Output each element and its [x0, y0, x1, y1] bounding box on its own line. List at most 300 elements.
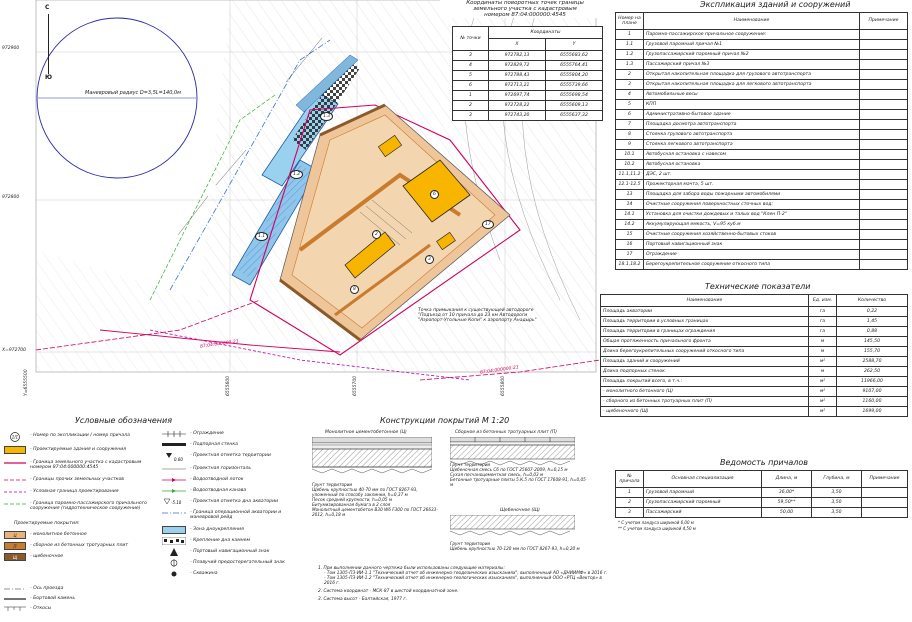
- elevation-sample: 0.60: [174, 457, 183, 462]
- explication-note: [860, 70, 908, 80]
- explication-row: [616, 140, 908, 150]
- callout-1.3[interactable]: 1.3: [320, 112, 333, 121]
- explication-row: [616, 90, 908, 100]
- conditional-boundary-line-icon: [4, 488, 26, 496]
- legend-text: - Ограждение: [190, 431, 224, 436]
- callout-6[interactable]: 6: [430, 190, 439, 199]
- concrete-section: [312, 437, 432, 477]
- note-line: 1. При выполнении данного чертежа были использованы следующие материалы:: [318, 566, 505, 571]
- coords-y: 6555683,62: [546, 51, 603, 61]
- cadastral-label-2: 87:04:000000:21: [479, 365, 520, 376]
- callout-1.1[interactable]: 1.1: [255, 232, 268, 241]
- explication-no: 1: [616, 30, 644, 40]
- contour-line-icon: [162, 465, 186, 473]
- berths-table: [615, 470, 908, 518]
- tech-qty: 1160,00: [837, 397, 908, 407]
- slab-layer: Сухая песчаноцементная смесь, h=0,03 м: [450, 472, 544, 477]
- explication-note: [860, 100, 908, 110]
- north-arrow-shaft: [48, 14, 49, 74]
- gravel-layers: [450, 541, 600, 551]
- explication-note: [860, 240, 908, 250]
- legend-col2: [158, 430, 308, 590]
- coords-y: 6555739,66: [546, 81, 603, 91]
- explication-note: [860, 40, 908, 50]
- tech-unit: га: [809, 327, 837, 337]
- legend-text: - Граница операционной акватории и маневровой рейд: [190, 510, 282, 520]
- concrete-swatch-icon: Ц: [4, 531, 26, 539]
- explication-no: 1.1: [616, 40, 644, 50]
- explication-note: [860, 190, 908, 200]
- gravel-title: Щебеночное (Щ): [500, 508, 540, 513]
- gravel-swatch-icon: Щ: [4, 553, 26, 561]
- explication-row: [616, 160, 908, 170]
- coords-x: 972788,43: [489, 71, 546, 81]
- coords-title-line: земельного участка с кадастровым: [473, 6, 577, 12]
- explication-row: [616, 240, 908, 250]
- explication-row: [616, 100, 908, 110]
- explication-no: 14: [616, 200, 644, 210]
- explication-note: [860, 210, 908, 220]
- coord-y-6555600: 6555600: [226, 375, 231, 396]
- explication-name: Стоянка легкового автотранспорта: [644, 140, 860, 150]
- slope-line-icon: [4, 605, 26, 613]
- explication-no: 17: [616, 250, 644, 260]
- tech-name: - монолитного бетонного (Ц): [601, 387, 809, 397]
- coord-x-972900: 972900: [2, 46, 20, 51]
- berths-footnote-1: * С учетом ландуса шириной 6,00 м: [618, 520, 694, 525]
- explication-title: Экспликация зданий и сооружений: [700, 0, 851, 9]
- berth-note: [862, 508, 908, 518]
- drain-tray-icon: [162, 476, 186, 484]
- tech-table: [600, 294, 908, 417]
- explication-no: 10.1: [616, 150, 644, 160]
- tech-unit: га: [809, 307, 837, 317]
- explication-note: [860, 180, 908, 190]
- tech-qty: 9107,00: [837, 387, 908, 397]
- berths-col-spec: Основная специализация: [644, 471, 762, 488]
- bottom-elevation-sample: -5.10: [171, 500, 182, 505]
- tech-row: [601, 397, 908, 407]
- tech-unit: га: [809, 317, 837, 327]
- berth-depth: 3,50: [812, 488, 862, 498]
- tech-qty: 262,50: [837, 367, 908, 377]
- berth-no: 2: [616, 498, 644, 508]
- explication-row: [616, 40, 908, 50]
- explication-row: [616, 180, 908, 190]
- legend-text: - Откосы: [30, 606, 52, 611]
- tech-row: [601, 347, 908, 357]
- tech-row: [601, 317, 908, 327]
- explication-no: 9: [616, 140, 644, 150]
- callout-1.2[interactable]: 1.2: [290, 170, 303, 179]
- coords-row: [453, 61, 603, 71]
- coords-row: [453, 111, 603, 121]
- tech-unit: м: [809, 337, 837, 347]
- explication-col-note: Примечание: [860, 13, 908, 30]
- callout-3[interactable]: 3: [425, 255, 434, 264]
- berths-col-note: Примечание: [862, 471, 908, 488]
- concrete-section-drawing: [312, 437, 432, 477]
- tech-col-qty: Количество: [837, 295, 908, 307]
- slabs-swatch-icon: П: [4, 542, 26, 550]
- explication-name: Берегоукрепительное сооружение откосного типа: [644, 260, 860, 270]
- explication-row: [616, 150, 908, 160]
- coords-row: [453, 71, 603, 81]
- coords-y: 6555609,13: [546, 101, 603, 111]
- note-line: 3. Система высот - Балтийская, 1977 г.: [318, 597, 407, 602]
- explication-row: [616, 200, 908, 210]
- legend-text: - Подпорная стенка: [190, 442, 238, 447]
- berth-row: [616, 508, 908, 518]
- coords-point: 5: [453, 71, 489, 81]
- legend-text: - Скважина: [190, 571, 218, 576]
- explication-name: Грузовой паромный причал №1: [644, 40, 860, 50]
- legend-text: - Зона дноукрепления: [190, 527, 244, 532]
- explication-name: Открытая накопительная площадка для грузового автотранспорта: [644, 70, 860, 80]
- explication-row: [616, 210, 908, 220]
- coords-col-x: X: [489, 39, 546, 51]
- cadastral-line-icon: [4, 459, 26, 467]
- water-boundary-line-icon: [162, 509, 186, 517]
- explication-row: [616, 250, 908, 260]
- tech-row: [601, 327, 908, 337]
- explication-name: Стоянка грузового автотранспорта: [644, 130, 860, 140]
- nav-mark-icon: [162, 548, 186, 556]
- explication-name: Открытая накопительная площадка для легкового автотранспорта: [644, 80, 860, 90]
- explication-row: [616, 110, 908, 120]
- explication-name: Ограждение: [644, 250, 860, 260]
- tech-qty: 0,88: [837, 327, 908, 337]
- explication-row: [616, 220, 908, 230]
- berths-footnote-2: ** С учетом ландуса шириной 4,50 м: [618, 526, 696, 531]
- concrete-layer: Битумизированная бумага в 2 слоя: [312, 502, 391, 507]
- gravel-section: [450, 515, 575, 537]
- legend-text: - сборное из бетонных тротуарных плит: [30, 543, 129, 548]
- concrete-layer: Монолитный цементобетон В30 W6 F300 по ГОСТ 26633-2012, h=0,18 м: [312, 507, 438, 517]
- explication-note: [860, 50, 908, 60]
- coords-y: 6555637,32: [546, 111, 603, 121]
- coords-row: [453, 51, 603, 61]
- tech-row: [601, 337, 908, 347]
- coords-title-line: номером 87:04:000000:4545: [484, 12, 566, 18]
- explication-name: Административно-бытовое здание: [644, 110, 860, 120]
- explication-name: Установка для очистки дождевых и талых вод "Клен П-2": [644, 210, 860, 220]
- berths-title: Ведомость причалов: [720, 458, 808, 467]
- building-swatch-icon: [4, 446, 26, 454]
- explication-note: [860, 220, 908, 230]
- explication-name: Грузопассажирский паромный причал №2: [644, 50, 860, 60]
- tech-row: [601, 367, 908, 377]
- junction-note-line: "Подъезд от 10 причала до 23 км Автодороги: [418, 313, 528, 318]
- tech-qty: 1,45: [837, 317, 908, 327]
- coord-x-972700: Х=972700: [2, 348, 27, 353]
- tech-name: Площадь территории в условных границах: [601, 317, 809, 327]
- note-line: - Том 1305-ПЗ-ИИ-1.2 "Технический отчет об инженерно-геологических изысканиях", выполненный ООО «РТЦ «Вектор» в 2016 г.: [324, 576, 602, 586]
- explication-row: [616, 30, 908, 40]
- coords-x: 972713,21: [489, 81, 546, 91]
- callout-17[interactable]: 17: [482, 220, 494, 229]
- coord-y-6555700: 6555700: [353, 375, 358, 396]
- explication-note: [860, 130, 908, 140]
- tech-name: Площадь покрытий всего, в т.ч.:: [601, 377, 809, 387]
- legend-text: - Проектная отметка дна акватории: [190, 499, 279, 504]
- legend-text: - Проектная отметка территории: [190, 453, 271, 458]
- tech-unit: м²: [809, 387, 837, 397]
- explication-no: 1.3: [616, 60, 644, 70]
- bottom-elevation-icon: [162, 498, 186, 506]
- explication-row: [616, 50, 908, 60]
- legend-text: - Проектная горизонталь: [190, 466, 252, 471]
- legend-text: - Портовый навигационный знак: [190, 549, 270, 554]
- other-boundary-line-icon: [4, 476, 26, 484]
- explication-row: [616, 170, 908, 180]
- berth-spec: Грузовой паромный: [644, 488, 762, 498]
- legend-text: - Крепление дна камнем: [190, 538, 250, 543]
- coords-y: 6555698,54: [546, 91, 603, 101]
- berth-number-symbol-icon: [4, 432, 26, 440]
- tech-name: Длина берегоукрепительных сооружений откосного типа: [601, 347, 809, 357]
- explication-row: [616, 130, 908, 140]
- legend-text: - монолитное бетонное: [30, 532, 87, 537]
- explication-name: Пассажирский причал №3: [644, 60, 860, 70]
- coord-x-972800: 972800: [2, 195, 20, 200]
- well-icon: [162, 570, 186, 578]
- coords-col-point: № точки: [453, 27, 489, 51]
- explication-row: [616, 190, 908, 200]
- explication-name: Очистные сооружения поверхностных сточных вод:: [644, 200, 860, 210]
- callout-2[interactable]: 2: [372, 230, 381, 239]
- berth-row: [616, 488, 908, 498]
- tech-qty: 11966,00: [837, 377, 908, 387]
- explication-name: Площадка для забора воды пожарными автомобилями: [644, 190, 860, 200]
- explication-no: 12.1-12.5: [616, 180, 644, 190]
- explication-no: 8: [616, 130, 644, 140]
- tech-title: Технические показатели: [705, 282, 811, 291]
- berth-len: 50,00: [762, 508, 812, 518]
- svg-text:1/1: 1/1: [11, 434, 19, 440]
- cadastral-label-1: 87:04:000000:21: [199, 339, 240, 350]
- junction-note: [418, 308, 568, 323]
- tech-name: Общая протяженность причального фронта: [601, 337, 809, 347]
- legend-text: - Граница земельного участка с кадастровым номером 87:04:000000:4545: [30, 460, 142, 470]
- concrete-layer: Песок средней крупности, h=0,05 м: [312, 497, 393, 502]
- explication-name: Аккумулирующая емкость, V=95 куб.м: [644, 220, 860, 230]
- explication-row: [616, 120, 908, 130]
- legend-text: - Плавучий предостерегательный знак: [190, 560, 285, 565]
- coords-point: 6: [453, 81, 489, 91]
- explication-name: Портовый навигационный знак: [644, 240, 860, 250]
- tech-row: [601, 387, 908, 397]
- legend-col1: [0, 430, 160, 622]
- tech-qty: 145,50: [837, 337, 908, 347]
- junction-note-line: "Аэропорт-Угольные Копи" к аэропорту Анадырь": [418, 318, 537, 323]
- coords-col-y: Y: [546, 39, 603, 51]
- tech-unit: м²: [809, 357, 837, 367]
- berth-spec: Грузопассажирский паромный: [644, 498, 762, 508]
- berth-depth: 3,50: [812, 508, 862, 518]
- coords-point: 1: [453, 91, 489, 101]
- notes: [318, 566, 608, 602]
- coords-table: [452, 26, 603, 121]
- legend-text: - Бортовой камень: [30, 596, 76, 601]
- tech-name: Длина подпорных стенок: [601, 367, 809, 377]
- legend-text: - Проектируемые здания и сооружения: [30, 447, 126, 452]
- explication-name: Автобусная остановка с навесом: [644, 150, 860, 160]
- berths-col-len: Длина, м: [762, 471, 812, 488]
- stone-reinforcement-icon: [162, 537, 186, 545]
- tech-row: [601, 357, 908, 367]
- coords-x: 972782,13: [489, 51, 546, 61]
- drain-channel-icon: [162, 487, 186, 495]
- explication-no: 14.2: [616, 220, 644, 230]
- junction-note-line: Точка примыкания к существующей автодороге: [418, 308, 534, 313]
- coords-title: [440, 0, 610, 18]
- tech-name: - щебеночного (Щ): [601, 407, 809, 417]
- south-label: Ю: [45, 74, 53, 81]
- concrete-layers: [312, 482, 442, 517]
- explication-no: 18.1,18.2: [616, 260, 644, 270]
- berth-boundary-line-icon: [4, 500, 26, 508]
- explication-no: 13: [616, 190, 644, 200]
- tech-unit: м: [809, 367, 837, 377]
- explication-col-no: Номер на плане: [616, 13, 644, 30]
- legend-text: Проектируемые покрытия:: [14, 521, 80, 526]
- tech-qty: 0,22: [837, 307, 908, 317]
- coords-point: 3: [453, 111, 489, 121]
- slab-layer: Бетонные тротуарные плиты 5.К.5 по ГОСТ 17608-91, h=0,05 м: [450, 477, 586, 487]
- legend-text: - Условная граница проектирования: [30, 489, 119, 494]
- slabs-layers: [450, 462, 590, 487]
- explication-name: Очистные сооружения хозяйственно-бытовых стоков: [644, 230, 860, 240]
- coords-x: 972697,74: [489, 91, 546, 101]
- concrete-layer: Грунт территории: [312, 482, 353, 487]
- slabs-title: Сборное из бетонных тротуарных плит (П): [455, 430, 558, 435]
- explication-col-name: Наименование: [644, 13, 860, 30]
- explication-no: 11.1,11.2: [616, 170, 644, 180]
- tech-name: Площадь зданий и сооружений: [601, 357, 809, 367]
- explication-row: [616, 70, 908, 80]
- coords-row: [453, 81, 603, 91]
- slab-layer: Грунт территории: [450, 462, 491, 467]
- explication-name: Автобусная остановка: [644, 160, 860, 170]
- explication-no: 10.2: [616, 160, 644, 170]
- explication-name: Прожекторная мачта, 5 шт.: [644, 180, 860, 190]
- gravel-layer: Щебень крупностью 70-120 мм по ГОСТ 8267-93, h=0,20 м: [450, 546, 580, 551]
- coords-y: 6555764,41: [546, 61, 603, 71]
- legend-title: Условные обозначения: [75, 416, 173, 425]
- berth-no: 1: [616, 488, 644, 498]
- explication-note: [860, 170, 908, 180]
- north-arrow: [42, 4, 56, 84]
- explication-note: [860, 160, 908, 170]
- coords-point: 3: [453, 51, 489, 61]
- retaining-wall-line-icon: [162, 441, 186, 449]
- explication-no: 2: [616, 70, 644, 80]
- reinforcement-zone-icon: [162, 526, 186, 534]
- slab-layer: Щебеночная смесь С6 по ГОСТ 25607-2009, h=0,15 м: [450, 467, 568, 472]
- coords-col-coords: Координаты: [489, 27, 603, 39]
- coords-x: 972829,72: [489, 61, 546, 71]
- constructions-title: Конструкции покрытий М 1:20: [380, 416, 510, 425]
- berth-len: 59,50**: [762, 498, 812, 508]
- coords-point: 2: [453, 101, 489, 111]
- axis-line-icon: [4, 585, 26, 593]
- explication-no: 3: [616, 80, 644, 90]
- explication-table: [615, 12, 908, 270]
- maneuver-radius-label: Маневровый радиус D=3,5L=140,0м: [85, 90, 181, 96]
- coords-row: [453, 91, 603, 101]
- legend-text: - Водоотводная канава: [190, 488, 247, 493]
- legend-text: - Границы прочих земельных участков: [30, 477, 124, 482]
- coords-row: [453, 101, 603, 111]
- explication-no: 4: [616, 90, 644, 100]
- coords-point: 4: [453, 61, 489, 71]
- legend-text: - Номер по экспликации / номер причала: [30, 433, 130, 438]
- legend-text: - Водоотводной лоток: [190, 477, 244, 482]
- berth-row: [616, 498, 908, 508]
- explication-name: ДЭС, 2 шт.: [644, 170, 860, 180]
- explication-no: 7: [616, 120, 644, 130]
- berth-note: [862, 498, 908, 508]
- tech-qty: 2588,70: [837, 357, 908, 367]
- explication-row: [616, 60, 908, 70]
- tech-name: Площадь территории в границах ограждения: [601, 327, 809, 337]
- tech-name: - сборного из бетонных тротуарных плит (П): [601, 397, 809, 407]
- explication-row: [616, 230, 908, 240]
- coords-title-line: Координаты поворотных точек границы: [466, 0, 584, 6]
- explication-note: [860, 80, 908, 90]
- berth-no: 3: [616, 508, 644, 518]
- explication-no: 15: [616, 230, 644, 240]
- explication-note: [860, 110, 908, 120]
- note-line: - Том 1305-ПЗ-ИИ-1.1 "Технический отчет об инженерно-геодезических изысканиях", выполненный АО «ДНИИМФ» в 2016 г.: [324, 571, 608, 576]
- curb-line-icon: [4, 595, 26, 603]
- tech-unit: м²: [809, 407, 837, 417]
- tech-row: [601, 377, 908, 387]
- explication-name: Паромно-пассажирское причальное сооружение:: [644, 30, 860, 40]
- explication-row: [616, 80, 908, 90]
- tech-row: [601, 407, 908, 417]
- concrete-layer: Щебень крупностью 40-70 мм по ГОСТ 8267-93, уложенный по способу заклинки, h=0,37 м: [312, 487, 418, 497]
- callout-8[interactable]: 8: [350, 285, 359, 294]
- berth-note: [862, 488, 908, 498]
- explication-name: КПП: [644, 100, 860, 110]
- elevation-triangle-icon: [162, 452, 186, 460]
- legend-text: - Ось проезда: [30, 586, 64, 591]
- explication-note: [860, 230, 908, 240]
- explication-no: 5: [616, 100, 644, 110]
- explication-note: [860, 30, 908, 40]
- note-line: 2. Система координат - МСК-87 в шестой координатной зоне.: [318, 589, 459, 594]
- explication-note: [860, 120, 908, 130]
- coords-x: 972743,20: [489, 111, 546, 121]
- coords-x: 972728,22: [489, 101, 546, 111]
- explication-row: [616, 260, 908, 270]
- berth-depth: 3,50: [812, 498, 862, 508]
- explication-note: [860, 200, 908, 210]
- fence-line-icon: [162, 430, 186, 438]
- tech-col-name: Наименование: [601, 295, 809, 307]
- explication-note: [860, 150, 908, 160]
- explication-no: 14.1: [616, 210, 644, 220]
- concrete-title: Монолитное цементобетонное (Ц): [325, 430, 407, 435]
- explication-note: [860, 90, 908, 100]
- tech-unit: м²: [809, 397, 837, 407]
- north-label: С: [45, 4, 50, 11]
- explication-no: 6: [616, 110, 644, 120]
- berth-len: 36,00*: [762, 488, 812, 498]
- tech-unit: м²: [809, 377, 837, 387]
